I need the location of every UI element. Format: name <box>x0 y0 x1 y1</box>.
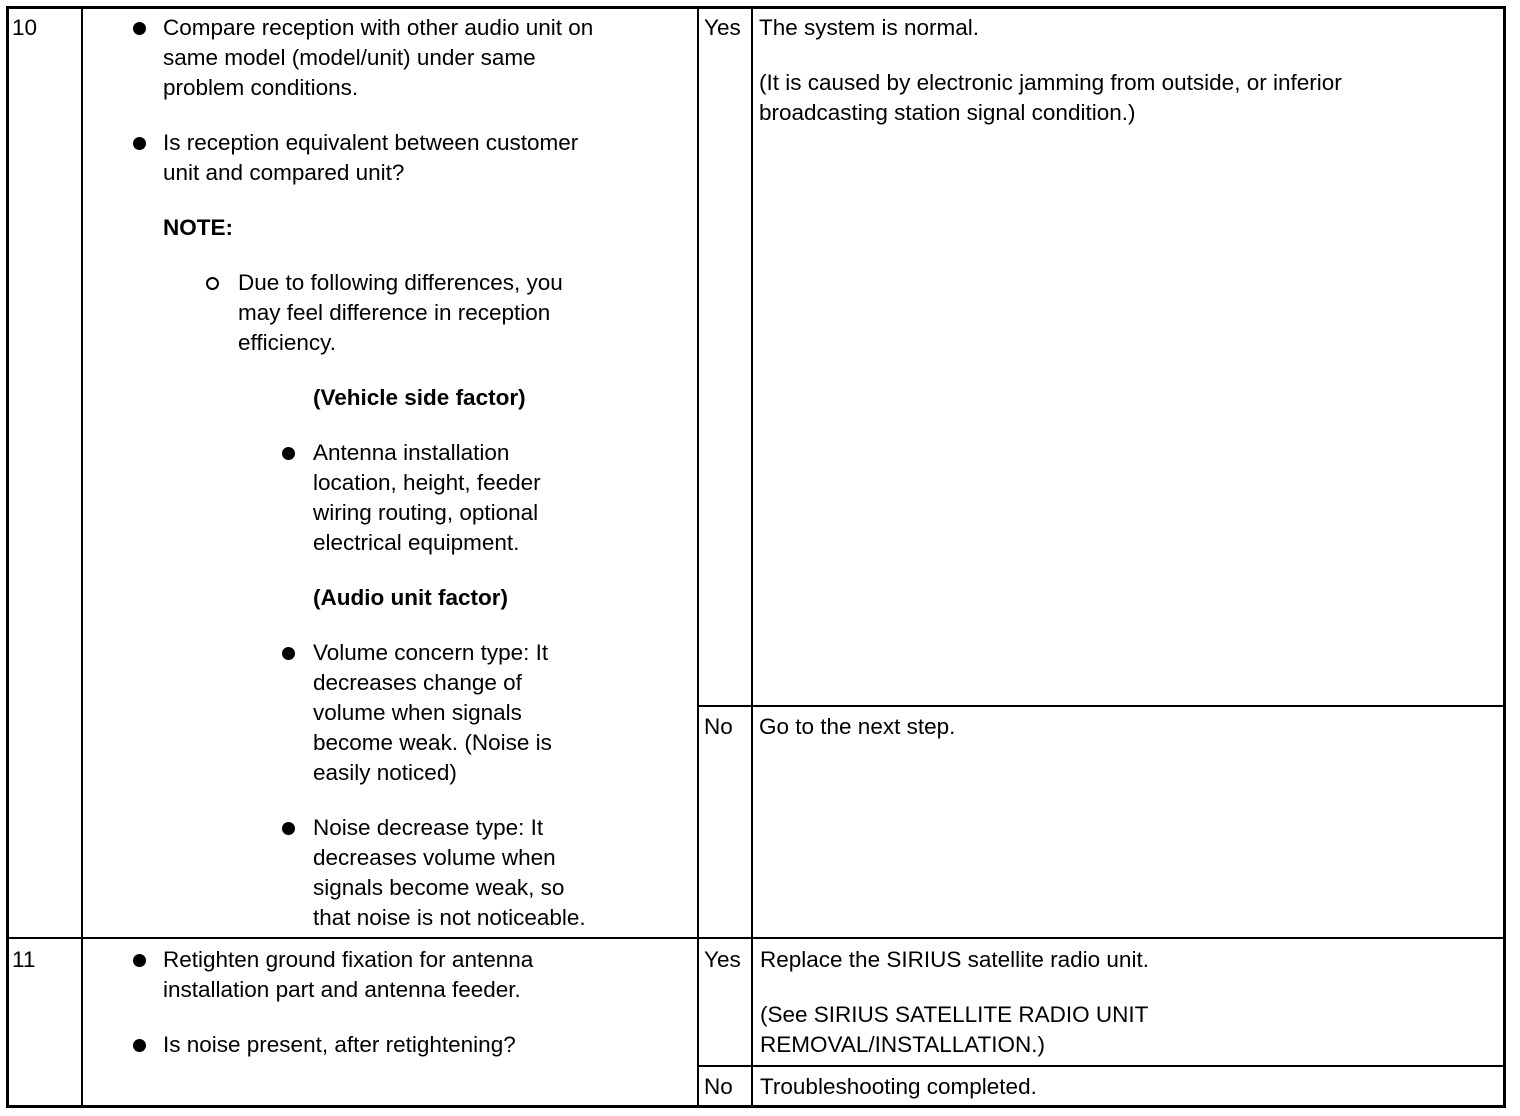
factor-line: become weak. (Noise is <box>313 730 552 755</box>
column-divider-result <box>751 8 753 1107</box>
bullet-icon <box>133 954 146 967</box>
result-yes-label: Yes <box>704 15 741 40</box>
vehicle-factor-heading: (Vehicle side factor) <box>313 385 526 410</box>
factor-line: easily noticed) <box>313 760 457 785</box>
inspection-line: installation part and antenna feeder. <box>163 977 521 1002</box>
factor-line: that noise is not noticeable. <box>313 905 586 930</box>
factor-line: Noise decrease type: It <box>313 815 544 840</box>
factor-line: wiring routing, optional <box>313 500 539 525</box>
factor-line: Volume concern type: It <box>313 640 549 665</box>
factor-line: location, height, feeder <box>313 470 541 495</box>
audio-factor-heading: (Audio unit factor) <box>313 585 508 610</box>
factor-line: electrical equipment. <box>313 530 520 555</box>
hollow-bullet-icon <box>206 277 219 290</box>
inspection-line: Compare reception with other audio unit on <box>163 15 594 40</box>
step-number: 10 <box>12 15 38 40</box>
inspection-line: unit and compared unit? <box>163 160 405 185</box>
result-no-label: No <box>704 714 733 739</box>
column-divider-step <box>81 8 83 1107</box>
factor-line: volume when signals <box>313 700 522 725</box>
result-yes-label: Yes <box>704 947 741 972</box>
row-divider-step11-yes-no <box>698 1065 1506 1067</box>
action-line: Go to the next step. <box>759 714 956 739</box>
factor-line: decreases change of <box>313 670 522 695</box>
step-number: 11 <box>12 947 36 972</box>
note-line: Due to following differences, you <box>238 270 563 295</box>
note-line: efficiency. <box>238 330 336 355</box>
bullet-icon <box>133 1039 146 1052</box>
note-label: NOTE: <box>163 215 233 240</box>
factor-line: signals become weak, so <box>313 875 565 900</box>
bullet-icon <box>282 822 295 835</box>
action-line: REMOVAL/INSTALLATION.) <box>760 1032 1046 1057</box>
row-divider-step11 <box>8 937 1506 939</box>
inspection-line: problem conditions. <box>163 75 359 100</box>
action-line: (It is caused by electronic jamming from outside, or inferior <box>759 70 1342 95</box>
result-no-label: No <box>704 1074 733 1099</box>
action-line: (See SIRIUS SATELLITE RADIO UNIT <box>760 1002 1149 1027</box>
action-line: Replace the SIRIUS satellite radio unit. <box>760 947 1149 972</box>
action-line: broadcasting station signal condition.) <box>759 100 1136 125</box>
inspection-line: Is reception equivalent between customer <box>163 130 579 155</box>
column-divider-inspection <box>697 8 699 1107</box>
inspection-line: Is noise present, after retightening? <box>163 1032 516 1057</box>
inspection-line: same model (model/unit) under same <box>163 45 536 70</box>
action-line: Troubleshooting completed. <box>760 1074 1037 1099</box>
bullet-icon <box>133 137 146 150</box>
factor-line: Antenna installation <box>313 440 510 465</box>
note-line: may feel difference in reception <box>238 300 551 325</box>
bullet-icon <box>282 447 295 460</box>
row-divider-step10-yes-no <box>698 705 1506 707</box>
action-line: The system is normal. <box>759 15 980 40</box>
bullet-icon <box>282 647 295 660</box>
inspection-line: Retighten ground fixation for antenna <box>163 947 534 972</box>
factor-line: decreases volume when <box>313 845 556 870</box>
bullet-icon <box>133 22 146 35</box>
